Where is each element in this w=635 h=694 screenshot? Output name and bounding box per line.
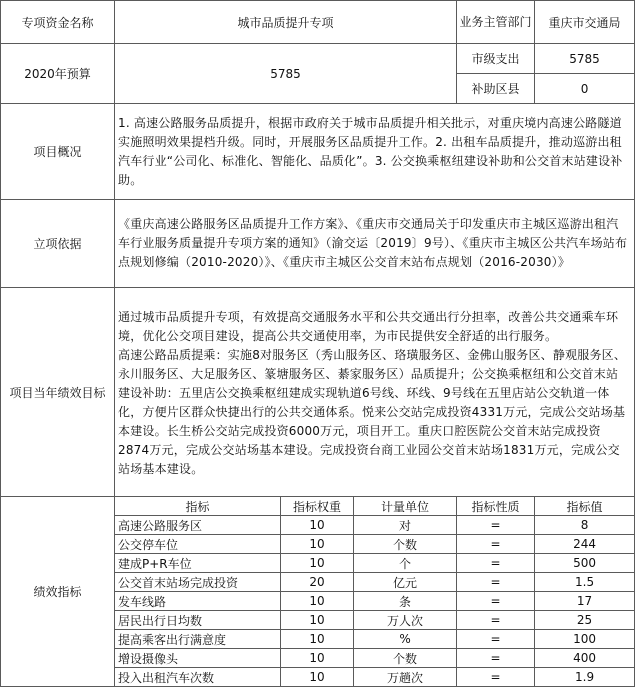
metric-nature: = [457, 516, 535, 535]
goals-paragraph-1: 通过城市品质提升专项，有效提高交通服务水平和公共交通出行分担率，改善公共交通乘车环境，优化公交项目建设，提高公共交通使用率，为市民提供安全舒适的出行服务。 [118, 309, 619, 343]
metric-unit: 条 [354, 592, 457, 611]
metric-unit: 万趟次 [354, 668, 457, 687]
metrics-header-row [1, 497, 635, 516]
metric-name: 居民出行日均数 [115, 611, 281, 630]
metric-nature: = [457, 573, 535, 592]
metric-name: 提高乘客出行满意度 [115, 630, 281, 649]
overview-row [1, 104, 635, 200]
metric-weight: 10 [281, 592, 354, 611]
metrics-col-nature: 指标性质 [457, 497, 535, 516]
metric-nature: = [457, 554, 535, 573]
metric-value: 8 [535, 516, 635, 535]
metric-value: 500 [535, 554, 635, 573]
metric-unit: 万人次 [354, 611, 457, 630]
metric-name: 建成P+R车位 [115, 554, 281, 573]
metric-value: 1.9 [535, 668, 635, 687]
overview-label: 项目概况 [1, 104, 115, 200]
metric-nature: = [457, 535, 535, 554]
metric-name: 高速公路服务区 [115, 516, 281, 535]
budget-label: 2020年预算 [1, 44, 115, 104]
header-row [1, 1, 635, 44]
metric-value: 400 [535, 649, 635, 668]
district-subsidy-value: 0 [535, 74, 635, 104]
city-spend-label: 市级支出 [457, 44, 535, 74]
fund-name-label: 专项资金名称 [1, 1, 115, 44]
metric-unit: % [354, 630, 457, 649]
basis-row [1, 200, 635, 288]
metrics-col-value: 指标值 [535, 497, 635, 516]
metric-nature: = [457, 592, 535, 611]
metric-name: 增设摄像头 [115, 649, 281, 668]
metric-nature: = [457, 649, 535, 668]
dept-label: 业务主管部门 [457, 1, 535, 44]
metric-name: 公交停车位 [115, 535, 281, 554]
goals-paragraph-2: 高速公路品质提乘：实施8对服务区（秀山服务区、珞璜服务区、金佛山服务区、静观服务区、永川服务区、大足服务区、篆塘服务区、綦家服务区）品质提升；公交换乘枢纽和公交首末站建设补助：五里店公交换乘枢纽建成实现轨道6号线、环线、9号线在五里店站公交轨道一体化，方便片区群众快捷出行的公共交通体系。悦来公交站完成投资4331万元，完成公交站场基本建设。长生桥公交站完成投资6000万元，项目开工。重庆口腔医院公交首末站完成投资2874万元，完成公交站场基本建设。完成投资台商工业园公交首末站场1831万元，完成公交站场基本建设。 [118, 347, 627, 476]
metric-weight: 20 [281, 573, 354, 592]
metric-weight: 10 [281, 516, 354, 535]
city-spend-value: 5785 [535, 44, 635, 74]
district-subsidy-label: 补助区县 [457, 74, 535, 104]
metrics-col-indicator: 指标 [115, 497, 281, 516]
metric-unit: 对 [354, 516, 457, 535]
metric-unit: 个 [354, 554, 457, 573]
budget-total: 5785 [115, 44, 457, 104]
metric-weight: 10 [281, 649, 354, 668]
budget-row-city [1, 44, 635, 74]
fund-name-value: 城市品质提升专项 [115, 1, 457, 44]
metric-weight: 10 [281, 630, 354, 649]
goals-row [1, 288, 635, 497]
metric-value: 100 [535, 630, 635, 649]
metric-weight: 10 [281, 668, 354, 687]
metrics-label: 绩效指标 [1, 497, 115, 687]
metric-value: 17 [535, 592, 635, 611]
overview-text: 1. 高速公路服务品质提升，根据市政府关于城市品质提升相关批示，对重庆境内高速公路隧道实施照明效果提档升级。同时，开展服务区品质提升工作。2. 出租车品质提升，推动巡游出租汽车行业“公司化、标准化、智能化、品质化”。3. 公交换乘枢纽建设补助和公交首末站建设补助。 [115, 104, 635, 200]
metric-weight: 10 [281, 554, 354, 573]
goals-text-cell [115, 288, 635, 497]
basis-label: 立项依据 [1, 200, 115, 288]
metric-value: 1.5 [535, 573, 635, 592]
metric-nature: = [457, 668, 535, 687]
dept-value: 重庆市交通局 [535, 1, 635, 44]
metric-value: 244 [535, 535, 635, 554]
metric-unit: 个数 [354, 535, 457, 554]
metrics-col-weight: 指标权重 [281, 497, 354, 516]
metric-name: 公交首末站场完成投资 [115, 573, 281, 592]
basis-text: 《重庆高速公路服务区品质提升工作方案》、《重庆市交通局关于印发重庆市主城区巡游出租汽车行业服务质量提升专项方案的通知》（渝交运〔2019〕9号）、《重庆市主城区公共汽车场站布点规划修编（2010-2020）》、《重庆市主城区公交首末站布点规划（2016-2030）》 [115, 200, 635, 288]
metric-name: 发车线路 [115, 592, 281, 611]
metric-weight: 10 [281, 611, 354, 630]
metrics-col-unit: 计量单位 [354, 497, 457, 516]
metric-nature: = [457, 611, 535, 630]
goals-label: 项目当年绩效目标 [1, 288, 115, 497]
metric-name: 投入出租汽车次数 [115, 668, 281, 687]
metric-unit: 亿元 [354, 573, 457, 592]
metric-nature: = [457, 630, 535, 649]
metric-unit: 个数 [354, 649, 457, 668]
metric-weight: 10 [281, 535, 354, 554]
metric-value: 25 [535, 611, 635, 630]
